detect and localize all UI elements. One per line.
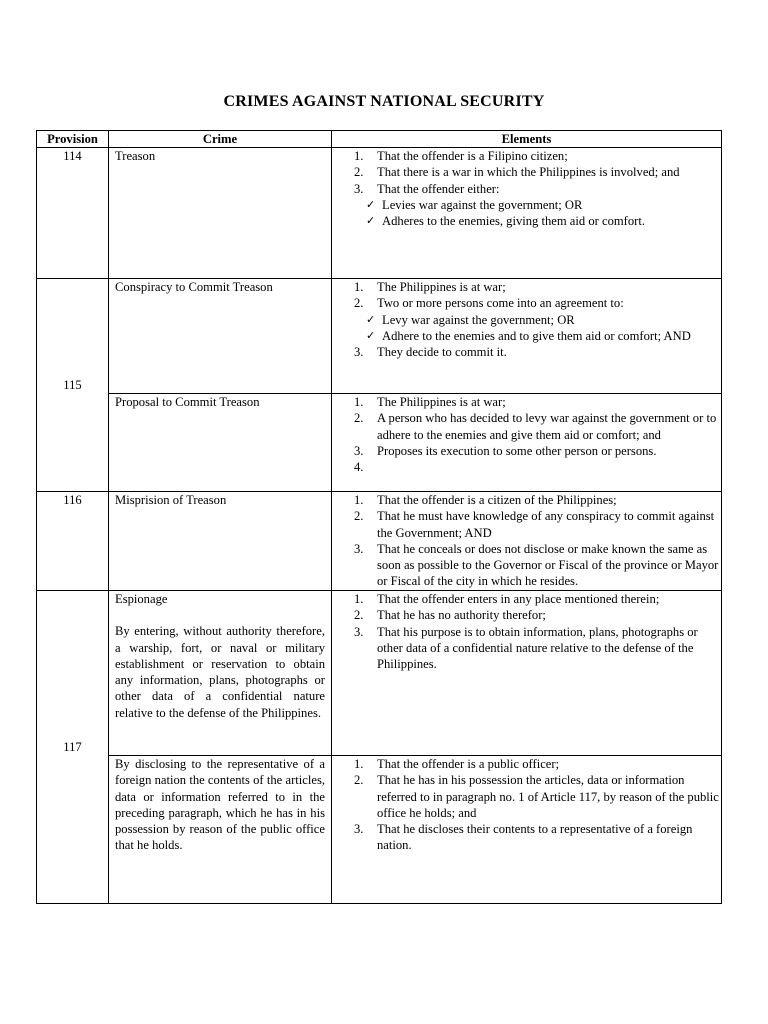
list-item [332,624,721,673]
item-text: That his purpose is to obtain information, plans, photographs or other data of a confidential nature relative to the defense of the Philippines. [377,624,698,672]
sub-list [332,312,721,345]
elements-cell [332,591,722,756]
crimes-table [36,130,722,904]
item-number: 3. [354,541,364,556]
item-text: That the offender is a public officer; [377,757,560,771]
item-number: 2. [354,773,364,788]
item-text: That the offender is a citizen of the Philippines; [377,493,617,507]
sub-item-text: Levies war against the government; OR [382,197,583,212]
elements-list [332,492,721,590]
elements-cell [332,148,722,279]
item-number: 3. [354,443,364,458]
elements-list [332,279,721,360]
item-text: The Philippines is at war; [377,280,506,294]
list-item [332,164,721,180]
checkmark-icon: ✓ [366,328,376,342]
crime-description: By entering, without authority therefore, a warship, fort, or naval or military establishment or reservation to obtain any information, plans, photographs or other data of a confidential nature relative to the defense of the Philippines. [115,624,325,720]
item-text: The Philippines is at war; [377,395,506,409]
page-title: CRIMES AGAINST NATIONAL SECURITY [223,93,545,110]
item-number: 1. [354,757,364,771]
table-row [37,148,722,279]
crime-cell [109,756,332,904]
list-item [332,344,721,360]
item-text: That the offender either: [377,181,500,196]
checkmark-icon: ✓ [366,197,376,211]
provision-cell: 114 [37,148,109,279]
item-number: 2. [354,411,364,426]
provision-cell: 116 [37,492,109,591]
elements-list [332,591,721,672]
table-row [37,492,722,591]
item-number: 4. [354,460,364,475]
crime-name: Conspiracy to Commit Treason [115,280,273,294]
item-text: Two or more persons come into an agreement to: [377,296,624,311]
sub-item-text: Levy war against the government; OR [382,312,575,327]
provision-cell: 117 [37,591,109,904]
list-item [332,459,721,475]
sub-list-item [332,328,721,344]
item-text: That he has no authority therefor; [377,608,546,623]
header-crime: Crime [109,131,332,148]
item-text: That the offender enters in any place mentioned therein; [377,592,660,606]
sub-list-item [332,197,721,213]
table-row [37,756,722,904]
crime-description: By disclosing to the representative of a foreign nation the contents of the articles, data or information referred to in the preceding paragraph, which he has in his possession by reason of the public office that he holds. [115,757,325,853]
elements-list [332,394,721,475]
list-item [332,295,721,344]
item-number: 1. [354,280,364,294]
elements-cell [332,394,722,492]
item-text: That the offender is a Filipino citizen; [377,149,568,163]
sub-item-text: Adhere to the enemies and to give them aid or comfort; AND [382,328,691,343]
item-number: 3. [354,345,364,360]
elements-list [332,756,721,854]
list-item [332,541,721,590]
crime-cell [109,394,332,492]
table-row [37,394,722,492]
list-item [332,394,721,410]
sub-list [332,197,721,230]
crime-name: Proposal to Commit Treason [115,395,260,409]
checkmark-icon: ✓ [366,312,376,326]
item-number: 2. [354,608,364,623]
list-item [332,756,721,772]
item-number: 2. [354,509,364,524]
elements-cell [332,492,722,591]
list-item [332,181,721,230]
checkmark-icon: ✓ [366,214,376,228]
crime-name: Espionage [115,592,168,606]
sub-item-text: Adheres to the enemies, giving them aid or comfort. [382,214,645,229]
list-item [332,591,721,607]
item-number: 1. [354,395,364,409]
table-row [37,591,722,756]
item-number: 3. [354,822,364,837]
crime-name: Treason [115,149,156,163]
list-item [332,492,721,508]
crime-cell [109,492,332,591]
item-number: 1. [354,149,364,163]
list-item [332,772,721,821]
elements-cell [332,279,722,394]
item-text: They decide to commit it. [377,345,507,360]
item-number: 2. [354,165,364,180]
item-text: Proposes its execution to some other person or persons. [377,443,657,458]
list-item [332,607,721,623]
item-text: That he must have knowledge of any conspiracy to commit against the Government; AND [377,509,715,540]
item-text: A person who has decided to levy war against the government or to adhere to the enemies and give them aid or comfort; and [377,411,717,442]
header-elements: Elements [332,131,722,148]
crime-cell [109,148,332,279]
header-provision: Provision [37,131,109,148]
list-item [332,410,721,443]
list-item [332,279,721,295]
item-number: 1. [354,493,364,507]
elements-list [332,148,721,229]
table-header-row [37,131,722,148]
list-item [332,148,721,164]
crime-cell [109,279,332,394]
item-number: 3. [354,181,364,196]
list-item [332,508,721,541]
list-item [332,821,721,854]
item-number: 1. [354,592,364,606]
crime-name: Misprision of Treason [115,493,227,507]
item-text: That he has in his possession the articles, data or information referred to in paragraph no. 1 of Article 117, by reason of the public office he holds; and [377,773,719,820]
table-row [37,279,722,394]
item-text: That he conceals or does not disclose or make known the same as soon as possible to the Governor or Fiscal of the province or Mayor or Fiscal of the city in which he resides. [377,541,719,589]
sub-list-item [332,312,721,328]
item-number: 2. [354,296,364,311]
elements-cell [332,756,722,904]
provision-cell: 115 [37,279,109,492]
item-text: That he discloses their contents to a representative of a foreign nation. [377,822,693,853]
list-item [332,443,721,459]
sub-list-item [332,213,721,229]
item-number: 3. [354,624,364,639]
item-text: That there is a war in which the Philippines is involved; and [377,165,680,180]
crime-cell [109,591,332,756]
